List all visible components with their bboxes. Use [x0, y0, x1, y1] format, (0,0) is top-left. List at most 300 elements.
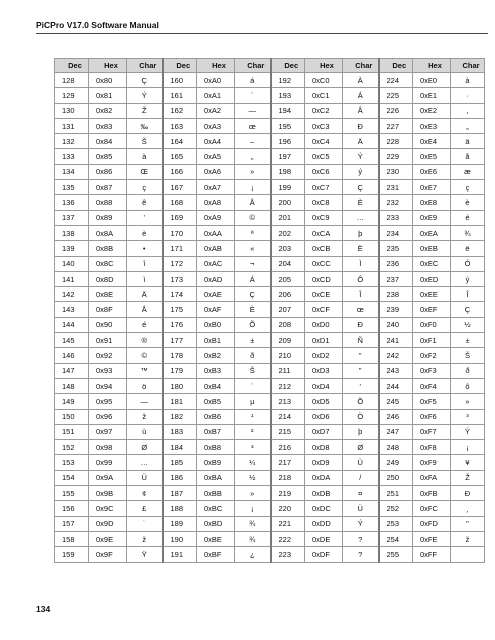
dec-cell: 163 — [163, 118, 197, 133]
char-cell: Å — [127, 302, 163, 317]
char-cell: ð — [235, 348, 271, 363]
dec-cell: 243 — [379, 363, 413, 378]
table-row — [55, 241, 485, 256]
char-cell: ' — [127, 210, 163, 225]
hex-cell: 0xF4 — [413, 378, 451, 393]
hex-cell: 0x89 — [89, 210, 127, 225]
char-cell: Š — [127, 134, 163, 149]
hex-cell: 0xF3 — [413, 363, 451, 378]
dec-cell: 188 — [163, 501, 197, 516]
table-row — [55, 149, 485, 164]
dec-cell: 160 — [163, 73, 197, 88]
hex-cell: 0xCF — [305, 302, 343, 317]
hex-cell: 0xFF — [413, 547, 451, 562]
dec-cell: 199 — [271, 180, 305, 195]
dec-cell: 250 — [379, 470, 413, 485]
hex-cell: 0xD5 — [305, 394, 343, 409]
hex-cell: 0xF8 — [413, 440, 451, 455]
dec-cell: 176 — [163, 317, 197, 332]
hex-cell: 0xED — [413, 271, 451, 286]
hex-cell: 0x80 — [89, 73, 127, 88]
hex-cell: 0xB9 — [197, 455, 235, 470]
dec-cell: 209 — [271, 333, 305, 348]
dec-cell: 242 — [379, 348, 413, 363]
hex-cell: 0xD4 — [305, 378, 343, 393]
char-cell: ´ — [235, 88, 271, 103]
char-cell: " — [451, 516, 485, 531]
dec-cell: 172 — [163, 256, 197, 271]
hex-cell: 0xD3 — [305, 363, 343, 378]
dec-cell: 219 — [271, 486, 305, 501]
dec-cell: 232 — [379, 195, 413, 210]
dec-cell: 212 — [271, 378, 305, 393]
table-row — [55, 333, 485, 348]
hex-cell: 0xAA — [197, 225, 235, 240]
dec-cell: 152 — [55, 440, 89, 455]
dec-cell: 178 — [163, 348, 197, 363]
dec-cell: 241 — [379, 333, 413, 348]
char-cell: ¼ — [235, 455, 271, 470]
hex-cell: 0x8D — [89, 271, 127, 286]
dec-cell: 235 — [379, 241, 413, 256]
char-cell: Ö — [343, 409, 379, 424]
char-cell: ? — [343, 547, 379, 562]
char-cell: µ — [235, 394, 271, 409]
dec-cell: 190 — [163, 531, 197, 546]
table-row — [55, 103, 485, 118]
hex-cell: 0x9E — [89, 531, 127, 546]
hex-cell: 0xCA — [305, 225, 343, 240]
char-cell: — — [127, 394, 163, 409]
dec-cell: 137 — [55, 210, 89, 225]
dec-cell: 183 — [163, 424, 197, 439]
dec-cell: 230 — [379, 164, 413, 179]
hex-cell: 0xFD — [413, 516, 451, 531]
hex-cell: 0xAC — [197, 256, 235, 271]
dec-cell: 245 — [379, 394, 413, 409]
dec-cell: 239 — [379, 302, 413, 317]
hex-cell: 0xF9 — [413, 455, 451, 470]
hex-cell: 0xB2 — [197, 348, 235, 363]
hex-cell: 0xEF — [413, 302, 451, 317]
hex-cell: 0xD9 — [305, 455, 343, 470]
dec-cell: 198 — [271, 164, 305, 179]
dec-cell: 220 — [271, 501, 305, 516]
char-cell: ™ — [127, 363, 163, 378]
hex-cell: 0xA3 — [197, 118, 235, 133]
char-cell: Ô — [343, 271, 379, 286]
hex-cell: 0xAF — [197, 302, 235, 317]
dec-cell: 136 — [55, 195, 89, 210]
char-cell: È — [343, 195, 379, 210]
hex-cell: 0xB6 — [197, 409, 235, 424]
hex-cell: 0x84 — [89, 134, 127, 149]
hex-cell: 0xEC — [413, 256, 451, 271]
dec-cell: 162 — [163, 103, 197, 118]
header-divider — [36, 33, 488, 34]
char-cell: Ä — [127, 287, 163, 302]
hex-cell: 0xE2 — [413, 103, 451, 118]
char-cell: à — [127, 149, 163, 164]
dec-cell: 194 — [271, 103, 305, 118]
column-header: Dec — [379, 59, 413, 73]
char-cell: ' — [343, 378, 379, 393]
char-cell: ¾ — [235, 531, 271, 546]
char-cell: Œ — [127, 164, 163, 179]
char-cell: ˙ — [127, 516, 163, 531]
hex-cell: 0xCD — [305, 271, 343, 286]
char-cell: „ — [235, 149, 271, 164]
char-cell: — — [235, 103, 271, 118]
char-cell: Š — [451, 348, 485, 363]
dec-cell: 193 — [271, 88, 305, 103]
hex-cell: 0xBA — [197, 470, 235, 485]
char-cell: ³ — [235, 440, 271, 455]
char-cell: ¤ — [343, 486, 379, 501]
char-cell: Ý — [451, 424, 485, 439]
dec-cell: 244 — [379, 378, 413, 393]
char-cell: ¹ — [235, 409, 271, 424]
char-cell: Ç — [235, 287, 271, 302]
dec-cell: 181 — [163, 394, 197, 409]
hex-cell: 0xE9 — [413, 210, 451, 225]
dec-cell: 179 — [163, 363, 197, 378]
hex-cell: 0xB1 — [197, 333, 235, 348]
hex-cell: 0xE6 — [413, 164, 451, 179]
char-cell: Ð — [343, 317, 379, 332]
char-cell: ù — [127, 424, 163, 439]
char-cell: Ä — [343, 134, 379, 149]
char-cell: ý — [451, 271, 485, 286]
column-header: Char — [127, 59, 163, 73]
dec-cell: 252 — [379, 501, 413, 516]
char-cell: ¾ — [451, 225, 485, 240]
dec-cell: 210 — [271, 348, 305, 363]
char-cell: ô — [451, 378, 485, 393]
hex-cell: 0xBD — [197, 516, 235, 531]
char-cell: Ý — [127, 88, 163, 103]
dec-cell: 141 — [55, 271, 89, 286]
char-cell: ¬ — [235, 256, 271, 271]
hex-cell: 0xCB — [305, 241, 343, 256]
dec-cell: 237 — [379, 271, 413, 286]
column-header: Hex — [89, 59, 127, 73]
dec-cell: 138 — [55, 225, 89, 240]
dec-cell: 201 — [271, 210, 305, 225]
char-cell: » — [235, 164, 271, 179]
dec-cell: 192 — [271, 73, 305, 88]
dec-cell: 214 — [271, 409, 305, 424]
dec-cell: 150 — [55, 409, 89, 424]
hex-cell: 0xDE — [305, 531, 343, 546]
char-cell: Ð — [343, 118, 379, 133]
char-cell: œ — [343, 302, 379, 317]
dec-cell: 131 — [55, 118, 89, 133]
hex-cell: 0xB3 — [197, 363, 235, 378]
hex-cell: 0xD8 — [305, 440, 343, 455]
char-cell: ž — [127, 531, 163, 546]
char-cell: þ — [343, 424, 379, 439]
hex-cell: 0xBB — [197, 486, 235, 501]
dec-cell: 170 — [163, 225, 197, 240]
char-cell: è — [451, 195, 485, 210]
hex-cell: 0xC1 — [305, 88, 343, 103]
table-row — [55, 455, 485, 470]
char-cell: Ý — [343, 149, 379, 164]
hex-cell: 0x81 — [89, 88, 127, 103]
char-cell: Î — [343, 287, 379, 302]
table-row — [55, 195, 485, 210]
char-cell: Ÿ — [127, 547, 163, 562]
dec-cell: 189 — [163, 516, 197, 531]
char-cell: Å — [235, 195, 271, 210]
char-cell: Á — [235, 271, 271, 286]
hex-cell: 0xD6 — [305, 409, 343, 424]
hex-cell: 0xE4 — [413, 134, 451, 149]
dec-cell: 130 — [55, 103, 89, 118]
dec-cell: 255 — [379, 547, 413, 562]
char-cell: ‚ — [451, 103, 485, 118]
hex-cell: 0xDA — [305, 470, 343, 485]
dec-cell: 184 — [163, 440, 197, 455]
dec-cell: 254 — [379, 531, 413, 546]
hex-cell: 0x9A — [89, 470, 127, 485]
hex-cell: 0xA2 — [197, 103, 235, 118]
dec-cell: 154 — [55, 470, 89, 485]
dec-cell: 167 — [163, 180, 197, 195]
table-row — [55, 378, 485, 393]
table-row — [55, 256, 485, 271]
char-cell: Ç — [451, 302, 485, 317]
table-row — [55, 73, 485, 88]
column-header: Dec — [163, 59, 197, 73]
hex-cell: 0xC6 — [305, 164, 343, 179]
char-cell: ± — [451, 333, 485, 348]
dec-cell: 166 — [163, 164, 197, 179]
dec-cell: 248 — [379, 440, 413, 455]
hex-cell: 0xA8 — [197, 195, 235, 210]
char-cell: ê — [127, 195, 163, 210]
char-cell: Ü — [127, 470, 163, 485]
dec-cell: 158 — [55, 531, 89, 546]
char-cell: È — [235, 302, 271, 317]
dec-cell: 133 — [55, 149, 89, 164]
hex-cell: 0x82 — [89, 103, 127, 118]
dec-cell: 142 — [55, 287, 89, 302]
table-body — [55, 73, 485, 563]
char-cell: Š — [235, 363, 271, 378]
dec-cell: 143 — [55, 302, 89, 317]
hex-cell: 0xE7 — [413, 180, 451, 195]
dec-cell: 206 — [271, 287, 305, 302]
table-row — [55, 424, 485, 439]
hex-cell: 0x96 — [89, 409, 127, 424]
hex-cell: 0xD1 — [305, 333, 343, 348]
hex-cell: 0xA7 — [197, 180, 235, 195]
char-cell: Ç — [127, 73, 163, 88]
hex-cell: 0xC4 — [305, 134, 343, 149]
column-header: Hex — [197, 59, 235, 73]
hex-cell: 0x85 — [89, 149, 127, 164]
dec-cell: 134 — [55, 164, 89, 179]
table-row — [55, 287, 485, 302]
dec-cell: 157 — [55, 516, 89, 531]
hex-cell: 0xFB — [413, 486, 451, 501]
dec-cell: 140 — [55, 256, 89, 271]
table-row — [55, 470, 485, 485]
table-row — [55, 547, 485, 562]
column-header: Dec — [55, 59, 89, 73]
char-cell: ² — [235, 424, 271, 439]
char-cell: " — [343, 363, 379, 378]
char-cell: » — [235, 486, 271, 501]
dec-cell: 148 — [55, 378, 89, 393]
char-cell: à — [451, 73, 485, 88]
hex-cell: 0xD2 — [305, 348, 343, 363]
table-row — [55, 486, 485, 501]
dec-cell: 186 — [163, 470, 197, 485]
column-header: Hex — [305, 59, 343, 73]
char-cell: ë — [451, 241, 485, 256]
column-header: Dec — [271, 59, 305, 73]
char-cell: Ø — [127, 440, 163, 455]
dec-cell: 207 — [271, 302, 305, 317]
dec-cell: 229 — [379, 149, 413, 164]
hex-cell: 0xA9 — [197, 210, 235, 225]
hex-cell: 0xAE — [197, 287, 235, 302]
char-cell: Ì — [343, 256, 379, 271]
hex-cell: 0xD0 — [305, 317, 343, 332]
dec-cell: 191 — [163, 547, 197, 562]
hex-cell: 0xE8 — [413, 195, 451, 210]
char-cell: Ð — [451, 486, 485, 501]
table-row — [55, 440, 485, 455]
char-cell: „ — [451, 118, 485, 133]
hex-cell: 0x8A — [89, 225, 127, 240]
dec-cell: 196 — [271, 134, 305, 149]
char-cell: é — [127, 317, 163, 332]
hex-cell: 0xF1 — [413, 333, 451, 348]
hex-cell: 0xAD — [197, 271, 235, 286]
hex-cell: 0xBF — [197, 547, 235, 562]
table-row — [55, 118, 485, 133]
char-cell: £ — [127, 501, 163, 516]
hex-cell: 0x98 — [89, 440, 127, 455]
dec-cell: 246 — [379, 409, 413, 424]
table-row — [55, 409, 485, 424]
dec-cell: 161 — [163, 88, 197, 103]
dec-cell: 240 — [379, 317, 413, 332]
dec-cell: 236 — [379, 256, 413, 271]
char-cell: î — [127, 256, 163, 271]
dec-cell: 153 — [55, 455, 89, 470]
dec-cell: 185 — [163, 455, 197, 470]
char-cell: è — [127, 225, 163, 240]
hex-cell: 0x94 — [89, 378, 127, 393]
char-cell: ì — [127, 271, 163, 286]
column-header: Char — [451, 59, 485, 73]
dec-cell: 203 — [271, 241, 305, 256]
dec-cell: 234 — [379, 225, 413, 240]
hex-cell: 0xC0 — [305, 73, 343, 88]
hex-cell: 0x95 — [89, 394, 127, 409]
hex-cell: 0xDC — [305, 501, 343, 516]
char-cell: " — [343, 348, 379, 363]
hex-cell: 0x92 — [89, 348, 127, 363]
char-cell: Î — [451, 287, 485, 302]
dec-cell: 197 — [271, 149, 305, 164]
char-cell: « — [235, 241, 271, 256]
dec-cell: 182 — [163, 409, 197, 424]
dec-cell: 238 — [379, 287, 413, 302]
table-row — [55, 271, 485, 286]
dec-cell: 139 — [55, 241, 89, 256]
char-cell: Ø — [343, 440, 379, 455]
char-cell: Ù — [343, 455, 379, 470]
dec-cell: 228 — [379, 134, 413, 149]
char-cell: – — [235, 134, 271, 149]
hex-cell: 0x83 — [89, 118, 127, 133]
dec-cell: 171 — [163, 241, 197, 256]
char-cell: ½ — [235, 470, 271, 485]
char-cell: Â — [343, 103, 379, 118]
char-cell: ¸ — [451, 501, 485, 516]
dec-cell: 221 — [271, 516, 305, 531]
hex-cell: 0x91 — [89, 333, 127, 348]
char-cell: Ë — [343, 241, 379, 256]
hex-cell: 0xC3 — [305, 118, 343, 133]
char-cell: á — [235, 73, 271, 88]
dec-cell: 147 — [55, 363, 89, 378]
char-cell: ‰ — [127, 118, 163, 133]
hex-cell: 0x8B — [89, 241, 127, 256]
dec-cell: 227 — [379, 118, 413, 133]
char-cell: ³ — [451, 409, 485, 424]
char-cell: Á — [343, 88, 379, 103]
hex-cell: 0x9B — [89, 486, 127, 501]
dec-cell: 222 — [271, 531, 305, 546]
char-cell: ½ — [451, 317, 485, 332]
table-row — [55, 225, 485, 240]
char-cell: À — [343, 73, 379, 88]
char-cell: ð — [451, 363, 485, 378]
dec-cell: 218 — [271, 470, 305, 485]
hex-cell: 0x8F — [89, 302, 127, 317]
dec-cell: 213 — [271, 394, 305, 409]
table-row — [55, 302, 485, 317]
char-cell: ¡ — [235, 180, 271, 195]
hex-cell: 0x86 — [89, 164, 127, 179]
dec-cell: 215 — [271, 424, 305, 439]
char-cell: ý — [343, 164, 379, 179]
hex-cell: 0xE0 — [413, 73, 451, 88]
dec-cell: 211 — [271, 363, 305, 378]
dec-cell: 129 — [55, 88, 89, 103]
char-cell: Ñ — [343, 333, 379, 348]
dec-cell: 208 — [271, 317, 305, 332]
dec-cell: 156 — [55, 501, 89, 516]
dec-cell: 253 — [379, 516, 413, 531]
char-cell: æ — [451, 164, 485, 179]
hex-cell: 0xA4 — [197, 134, 235, 149]
table-row — [55, 531, 485, 546]
hex-cell: 0xC7 — [305, 180, 343, 195]
char-cell: Ó — [451, 256, 485, 271]
table-row — [55, 501, 485, 516]
dec-cell: 168 — [163, 195, 197, 210]
char-cell: ± — [235, 333, 271, 348]
dec-cell: 146 — [55, 348, 89, 363]
